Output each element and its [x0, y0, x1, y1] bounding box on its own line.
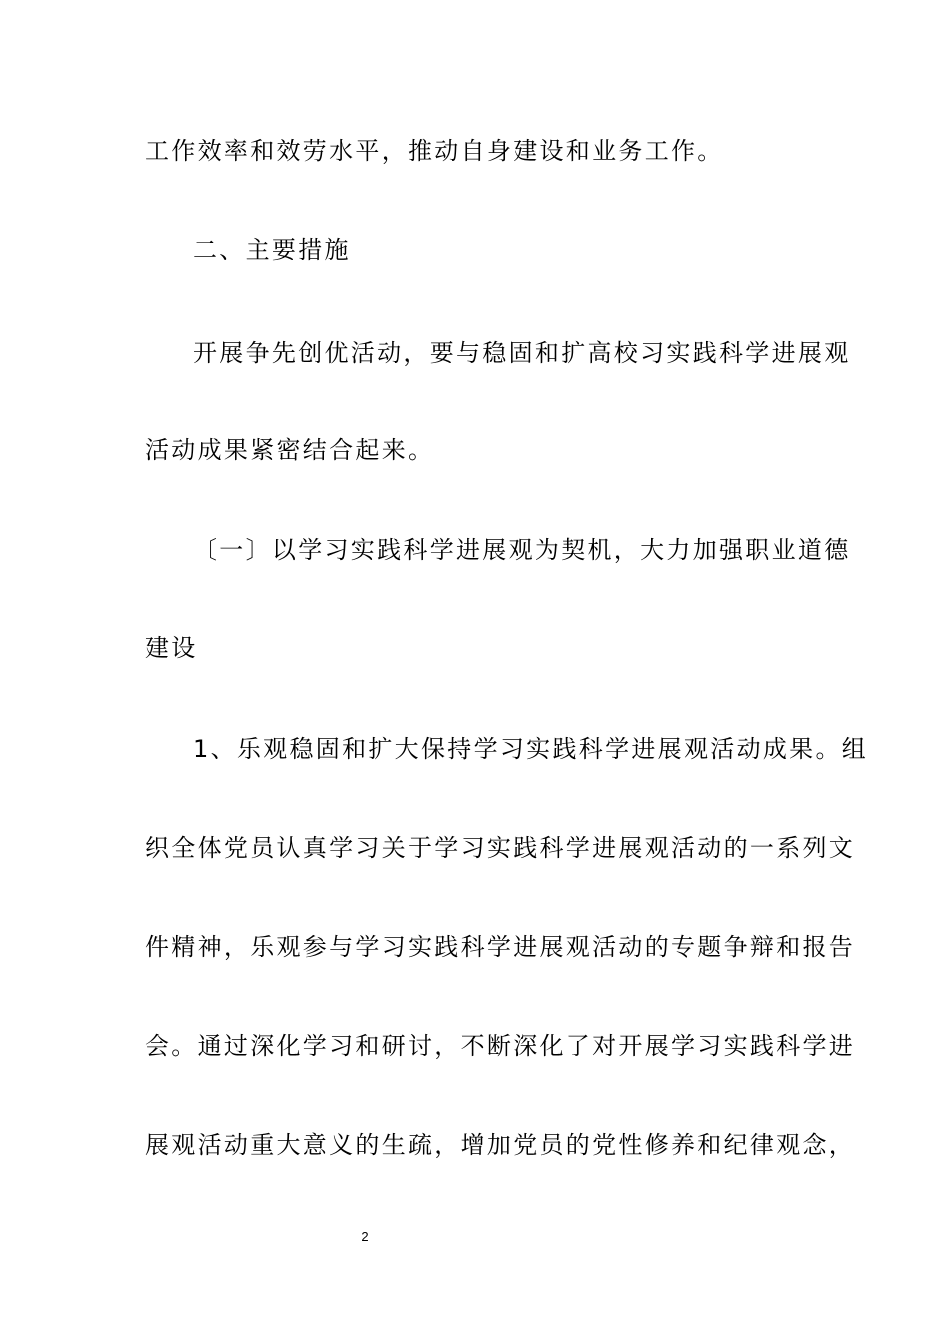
text-line-7: 1、乐观稳固和扩大保持学习实践科学进展观活动成果。组: [193, 735, 869, 763]
text-line-11: 展观活动重大意义的生疏，增加党员的党性修养和纪律观念，: [145, 1131, 856, 1159]
text-line-6: 建设: [145, 634, 198, 662]
text-line-1: 工作效率和效劳水平，推动自身建设和业务工作。: [145, 137, 724, 165]
subsection-heading: 〔一〕以学习实践科学进展观为契机，大力加强职业道德: [193, 536, 851, 564]
text-line-9: 件精神，乐观参与学习实践科学进展观活动的专题争辩和报告: [145, 933, 856, 961]
text-line-3: 开展争先创优活动，要与稳固和扩高校习实践科学进展观: [193, 339, 851, 367]
text-line-4: 活动成果紧密结合起来。: [145, 436, 435, 464]
text-line-8: 织全体党员认真学习关于学习实践科学进展观活动的一系列文: [145, 834, 856, 862]
text-line-10: 会。通过深化学习和研讨，不断深化了对开展学习实践科学进: [145, 1032, 856, 1060]
page-number: 2: [361, 1229, 369, 1244]
section-heading: 二、主要措施: [193, 236, 351, 264]
